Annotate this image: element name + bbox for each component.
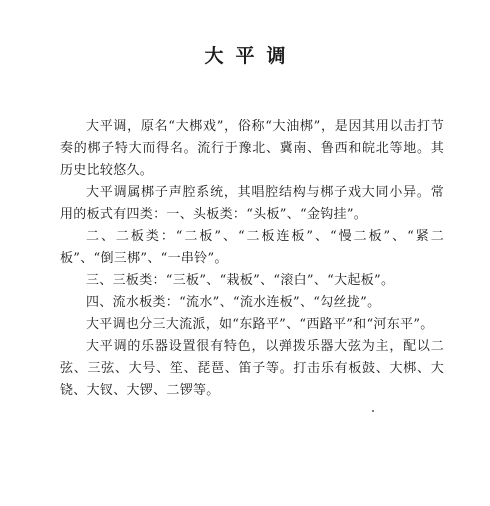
paragraph-schools: 大平调也分三大流派，如“东路平”、“西路平”和“河东平”。 (86, 317, 434, 332)
paragraph-aria-system: 大平调属梆子声腔系统，其唱腔结构与梆子戏大同小异。常用的板式有四类：一、头板类：“头板”、“金钩挂”。 (60, 185, 444, 222)
scan-speck (372, 410, 374, 412)
paragraph-liushui-class: 四、流水板类：“流水”、“流水连板”、“勾丝拢”。 (86, 295, 381, 310)
body-text (60, 116, 444, 402)
paragraph-sanban-class: 三、三板类：“三板”、“栽板”、“滚白”、“大起板”。 (86, 273, 395, 288)
paragraph-erban-class: 二、二板类：“二板”、“二板连板”、“慢二板”、“紧二板”、“倒三梆”、“一串铃”。 (60, 229, 444, 266)
page-title: 大平调 (204, 45, 298, 67)
paragraph-instruments: 大平调的乐器设置很有特色，以弹拨乐器大弦为主，配以二弦、三弦、大号、笙、琵琶、笛子等。打击乐有板鼓、大梆、大铙、大钗、大锣、二锣等。 (60, 339, 444, 398)
paragraph-intro: 大平调，原名“大梆戏”，俗称“大油梆”，是因其用以击打节奏的梆子特大而得名。流行于豫北、冀南、鲁西和皖北等地。其历史比较悠久。 (60, 119, 444, 178)
